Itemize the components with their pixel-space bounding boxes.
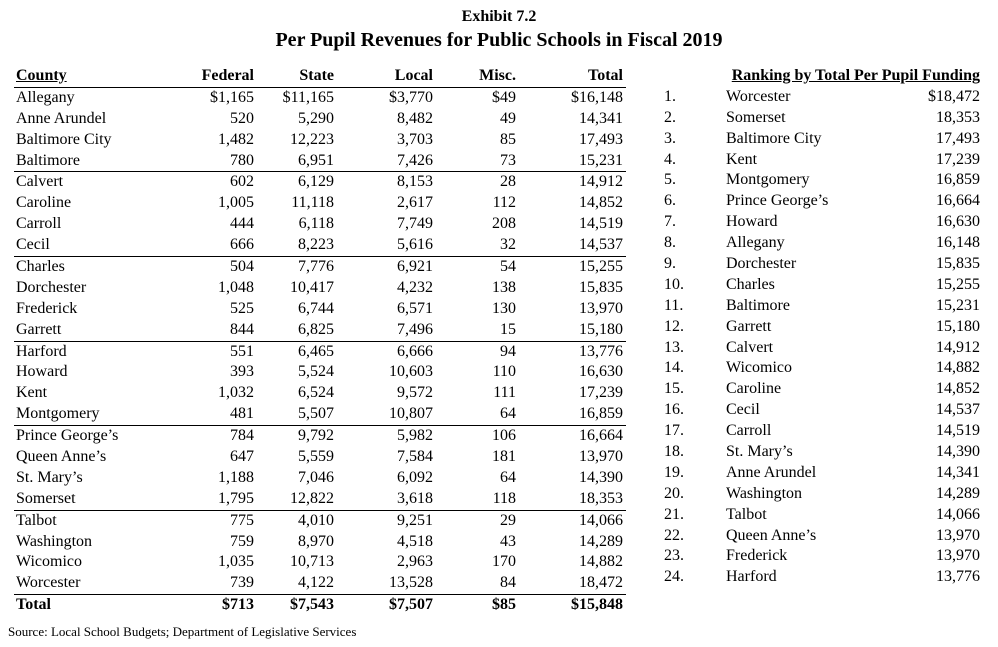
cell-federal: 504	[230, 258, 254, 276]
ranking-amount: 13,970	[936, 547, 980, 565]
cell-state: $11,165	[282, 88, 334, 106]
ranking-row	[662, 442, 982, 463]
cell-county: Prince George’s	[16, 427, 119, 445]
table-header-row	[14, 66, 626, 88]
ranking-county: Wicomico	[726, 359, 792, 377]
cell-federal: 1,482	[218, 130, 254, 148]
ranking-rank: 13.	[664, 338, 684, 356]
cell-state: 6,524	[298, 384, 334, 402]
cell-county: Worcester	[16, 574, 81, 592]
cell-federal: 844	[230, 320, 254, 338]
cell-misc: 43	[500, 532, 516, 550]
cell-state: 6,951	[298, 151, 334, 169]
table-row	[14, 278, 626, 299]
cell-federal: 1,032	[218, 384, 254, 402]
cell-local: 4,518	[397, 532, 433, 550]
table-body	[14, 88, 626, 595]
ranking-rank: 5.	[664, 171, 676, 189]
table-row	[14, 257, 626, 278]
source-note: Source: Local School Budgets; Department of Legislative Services	[8, 624, 357, 639]
ranking-amount: 17,239	[936, 150, 980, 168]
cell-misc: 111	[493, 384, 516, 402]
ranking-county: Calvert	[726, 338, 774, 356]
cell-total: 16,859	[579, 405, 623, 423]
ranking-row	[662, 150, 982, 171]
cell-state: 5,290	[298, 109, 334, 127]
cell-local: 13,528	[389, 574, 433, 592]
cell-local: 3,618	[397, 489, 433, 507]
cell-county: Dorchester	[16, 278, 87, 296]
ranking-rank: 12.	[664, 317, 684, 335]
cell-state: 11,118	[291, 194, 334, 212]
cell-local: 2,617	[397, 194, 433, 212]
ranking-amount: 16,148	[936, 234, 980, 252]
table-row	[14, 342, 626, 363]
ranking-county: Kent	[726, 150, 758, 168]
ranking-rank: 2.	[664, 108, 676, 126]
cell-local: 7,584	[397, 448, 433, 466]
ranking-amount: 13,970	[936, 526, 980, 544]
total-misc: $85	[492, 596, 516, 614]
ranking-rank: 15.	[664, 380, 684, 398]
cell-total: 18,353	[579, 489, 623, 507]
cell-federal: 1,048	[218, 278, 254, 296]
total-label: Total	[16, 596, 51, 614]
cell-state: 5,507	[298, 405, 334, 423]
cell-misc: 130	[492, 299, 516, 317]
cell-county: Allegany	[16, 88, 75, 106]
cell-county: St. Mary’s	[16, 468, 83, 486]
ranking-amount: 15,180	[936, 317, 980, 335]
cell-total: 14,912	[579, 173, 623, 191]
table-row	[14, 88, 626, 109]
ranking-row	[662, 108, 982, 129]
ranking-rank: 8.	[664, 234, 676, 252]
cell-local: 10,807	[389, 405, 433, 423]
cell-federal: 1,795	[218, 489, 254, 507]
cell-misc: 54	[500, 258, 516, 276]
cell-local: 10,603	[389, 363, 433, 381]
cell-county: Harford	[16, 342, 67, 360]
cell-total: $16,148	[571, 88, 623, 106]
total-state: $7,543	[290, 596, 334, 614]
cell-state: 7,046	[298, 468, 334, 486]
ranking-amount: 14,341	[936, 463, 980, 481]
table-row	[14, 151, 626, 173]
ranking-rank: 1.	[664, 87, 676, 105]
revenue-table	[14, 66, 626, 616]
cell-county: Somerset	[16, 489, 76, 507]
cell-state: 6,825	[298, 320, 334, 338]
ranking-county: Queen Anne’s	[726, 526, 817, 544]
cell-county: Queen Anne’s	[16, 448, 107, 466]
cell-total: 15,180	[579, 320, 623, 338]
table-row	[14, 130, 626, 151]
ranking-row	[662, 421, 982, 442]
cell-total: 14,390	[579, 468, 623, 486]
cell-state: 10,417	[290, 278, 334, 296]
ranking-rank: 9.	[664, 255, 676, 273]
cell-county: Baltimore	[16, 151, 80, 169]
cell-state: 6,129	[298, 173, 334, 191]
cell-total: 14,519	[579, 215, 623, 233]
table-row	[14, 447, 626, 468]
cell-county: Talbot	[16, 511, 57, 529]
cell-misc: 28	[500, 173, 516, 191]
cell-local: 5,616	[397, 236, 433, 254]
cell-local: 7,496	[397, 320, 433, 338]
table-row	[14, 320, 626, 342]
cell-federal: 525	[230, 299, 254, 317]
cell-total: 13,970	[579, 448, 623, 466]
cell-federal: 551	[230, 342, 254, 360]
cell-misc: $49	[492, 88, 516, 106]
ranking-rank: 17.	[664, 422, 684, 440]
ranking-county: Worcester	[726, 87, 791, 105]
cell-misc: 118	[492, 489, 516, 507]
ranking-row	[662, 170, 982, 191]
ranking-rank: 24.	[664, 568, 684, 586]
ranking-rank: 4.	[664, 150, 676, 168]
cell-misc: 85	[500, 130, 516, 148]
ranking-row	[662, 212, 982, 233]
cell-federal: 666	[230, 236, 254, 254]
ranking-amount: $18,472	[928, 87, 980, 105]
ranking-amount: 14,852	[936, 380, 980, 398]
cell-total: 13,970	[579, 299, 623, 317]
cell-misc: 64	[500, 405, 516, 423]
ranking-row	[662, 296, 982, 317]
ranking-rank: 18.	[664, 443, 684, 461]
cell-county: Cecil	[16, 236, 50, 254]
ranking-table	[662, 66, 982, 588]
total-total: $15,848	[571, 596, 623, 614]
cell-county: Caroline	[16, 194, 72, 212]
exhibit-label: Exhibit 7.2	[461, 8, 537, 25]
cell-local: 7,426	[397, 151, 433, 169]
cell-misc: 208	[492, 215, 516, 233]
cell-misc: 170	[492, 553, 516, 571]
cell-federal: 481	[230, 405, 254, 423]
cell-local: 9,572	[397, 384, 433, 402]
table-row	[14, 552, 626, 573]
cell-local: 7,749	[397, 215, 433, 233]
ranking-rank: 3.	[664, 129, 676, 147]
cell-total: 18,472	[579, 574, 623, 592]
table-row	[14, 214, 626, 235]
cell-misc: 49	[500, 109, 516, 127]
cell-state: 8,970	[298, 532, 334, 550]
cell-total: 14,852	[579, 194, 623, 212]
ranking-county: Carroll	[726, 422, 772, 440]
cell-county: Garrett	[16, 320, 62, 338]
ranking-row	[662, 484, 982, 505]
ranking-row	[662, 358, 982, 379]
ranking-row	[662, 338, 982, 359]
ranking-amount: 16,664	[936, 192, 980, 210]
cell-state: 5,559	[298, 448, 334, 466]
ranking-row	[662, 317, 982, 338]
ranking-row	[662, 191, 982, 212]
ranking-county: Washington	[726, 484, 803, 502]
cell-misc: 15	[500, 320, 516, 338]
cell-county: Montgomery	[16, 405, 100, 423]
ranking-county: Talbot	[726, 505, 767, 523]
cell-federal: 1,188	[218, 468, 254, 486]
cell-county: Anne Arundel	[16, 109, 107, 127]
ranking-row	[662, 505, 982, 526]
cell-federal: 739	[230, 574, 254, 592]
ranking-rank: 6.	[664, 192, 676, 210]
cell-misc: 32	[500, 236, 516, 254]
cell-state: 10,713	[290, 553, 334, 571]
ranking-county: Frederick	[726, 547, 788, 565]
ranking-amount: 14,912	[936, 338, 980, 356]
table-row	[14, 532, 626, 553]
ranking-amount: 14,537	[936, 401, 980, 419]
cell-state: 6,465	[298, 342, 334, 360]
ranking-county: Dorchester	[726, 255, 797, 273]
cell-federal: 775	[230, 511, 254, 529]
table-row	[14, 235, 626, 257]
ranking-rank: 22.	[664, 526, 684, 544]
cell-county: Charles	[16, 258, 65, 276]
ranking-rank: 16.	[664, 401, 684, 419]
ranking-rank: 23.	[664, 547, 684, 565]
cell-total: 15,255	[579, 258, 623, 276]
ranking-amount: 14,390	[936, 443, 980, 461]
cell-local: 8,153	[397, 173, 433, 191]
cell-federal: 444	[230, 215, 254, 233]
table-row	[14, 172, 626, 193]
cell-county: Frederick	[16, 299, 78, 317]
ranking-body	[662, 87, 982, 588]
cell-county: Kent	[16, 384, 48, 402]
cell-state: 12,223	[290, 130, 334, 148]
ranking-county: Somerset	[726, 108, 786, 126]
cell-total: 16,630	[579, 363, 623, 381]
cell-county: Carroll	[16, 215, 62, 233]
ranking-rank: 7.	[664, 213, 676, 231]
cell-federal: 520	[230, 109, 254, 127]
header-federal: Federal	[201, 67, 254, 84]
ranking-amount: 14,882	[936, 359, 980, 377]
cell-total: 14,537	[579, 236, 623, 254]
cell-total: 14,341	[579, 109, 623, 127]
ranking-rank: 11.	[664, 296, 684, 314]
header-county: County	[16, 67, 67, 84]
cell-local: 4,232	[397, 278, 433, 296]
cell-total: 15,231	[579, 151, 623, 169]
table-row	[14, 511, 626, 532]
ranking-amount: 18,353	[936, 108, 980, 126]
ranking-row	[662, 275, 982, 296]
cell-misc: 29	[500, 511, 516, 529]
ranking-county: Prince George’s	[726, 192, 829, 210]
cell-state: 5,524	[298, 363, 334, 381]
cell-local: $3,770	[389, 88, 433, 106]
ranking-rank: 20.	[664, 484, 684, 502]
cell-total: 17,239	[579, 384, 623, 402]
ranking-title: Ranking by Total Per Pupil Funding	[731, 67, 980, 84]
table-row	[14, 404, 626, 426]
ranking-amount: 14,066	[936, 505, 980, 523]
cell-state: 4,010	[298, 511, 334, 529]
cell-total: 16,664	[579, 427, 623, 445]
table-row	[14, 468, 626, 489]
cell-misc: 181	[492, 448, 516, 466]
cell-county: Wicomico	[16, 553, 82, 571]
ranking-county: Allegany	[726, 234, 785, 252]
cell-federal: 759	[230, 532, 254, 550]
cell-federal: 602	[230, 173, 254, 191]
cell-state: 6,744	[298, 299, 334, 317]
ranking-row	[662, 463, 982, 484]
header-misc: Misc.	[479, 67, 516, 84]
ranking-row	[662, 400, 982, 421]
cell-local: 2,963	[397, 553, 433, 571]
ranking-county: Charles	[726, 275, 775, 293]
ranking-amount: 13,776	[936, 568, 980, 586]
total-local: $7,507	[389, 596, 433, 614]
cell-local: 6,921	[397, 258, 433, 276]
page-title: Per Pupil Revenues for Public Schools in Fiscal 2019	[275, 29, 723, 51]
cell-state: 4,122	[298, 574, 334, 592]
ranking-amount: 15,255	[936, 275, 980, 293]
cell-federal: 780	[230, 151, 254, 169]
cell-state: 7,776	[298, 258, 334, 276]
table-row	[14, 489, 626, 511]
cell-county: Baltimore City	[16, 130, 112, 148]
cell-local: 5,982	[397, 427, 433, 445]
cell-county: Calvert	[16, 173, 64, 191]
cell-local: 3,703	[397, 130, 433, 148]
ranking-amount: 14,289	[936, 484, 980, 502]
table-row	[14, 362, 626, 383]
cell-state: 9,792	[298, 427, 334, 445]
ranking-row	[662, 254, 982, 275]
cell-local: 6,092	[397, 468, 433, 486]
total-federal: $713	[222, 596, 254, 614]
ranking-county: Harford	[726, 568, 777, 586]
ranking-county: Montgomery	[726, 171, 810, 189]
cell-misc: 84	[500, 574, 516, 592]
cell-total: 14,066	[579, 511, 623, 529]
cell-misc: 112	[492, 194, 516, 212]
ranking-county: Cecil	[726, 401, 760, 419]
header-state: State	[299, 67, 334, 84]
table-row	[14, 193, 626, 214]
ranking-county: Baltimore	[726, 296, 790, 314]
cell-misc: 64	[500, 468, 516, 486]
ranking-header-row	[662, 66, 982, 87]
header-local: Local	[394, 67, 433, 84]
ranking-row	[662, 526, 982, 547]
ranking-row	[662, 546, 982, 567]
table-row	[14, 426, 626, 447]
cell-total: 15,835	[579, 278, 623, 296]
cell-federal: 1,035	[218, 553, 254, 571]
cell-misc: 106	[492, 427, 516, 445]
cell-local: 6,666	[397, 342, 433, 360]
table-row	[14, 573, 626, 595]
ranking-amount: 17,493	[936, 129, 980, 147]
cell-federal: 1,005	[218, 194, 254, 212]
cell-local: 8,482	[397, 109, 433, 127]
header-total: Total	[588, 67, 623, 84]
ranking-row	[662, 233, 982, 254]
cell-total: 13,776	[579, 342, 623, 360]
table-row	[14, 383, 626, 404]
ranking-county: Caroline	[726, 380, 782, 398]
cell-federal: 393	[230, 363, 254, 381]
ranking-amount: 16,859	[936, 171, 980, 189]
ranking-rank: 10.	[664, 275, 684, 293]
ranking-county: Anne Arundel	[726, 463, 817, 481]
ranking-amount: 16,630	[936, 213, 980, 231]
cell-state: 8,223	[298, 236, 334, 254]
ranking-rank: 21.	[664, 505, 684, 523]
cell-misc: 94	[500, 342, 516, 360]
cell-federal: 784	[230, 427, 254, 445]
ranking-row	[662, 567, 982, 588]
ranking-amount: 15,835	[936, 255, 980, 273]
cell-state: 6,118	[298, 215, 334, 233]
ranking-row	[662, 129, 982, 150]
cell-county: Washington	[16, 532, 93, 550]
cell-county: Howard	[16, 363, 68, 381]
ranking-rank: 19.	[664, 463, 684, 481]
cell-misc: 138	[492, 278, 516, 296]
cell-total: 17,493	[579, 130, 623, 148]
ranking-county: Garrett	[726, 317, 772, 335]
ranking-county: Howard	[726, 213, 778, 231]
cell-local: 9,251	[397, 511, 433, 529]
cell-total: 14,289	[579, 532, 623, 550]
cell-federal: 647	[230, 448, 254, 466]
ranking-amount: 14,519	[936, 422, 980, 440]
cell-federal: $1,165	[210, 88, 254, 106]
table-row	[14, 299, 626, 320]
ranking-amount: 15,231	[936, 296, 980, 314]
cell-misc: 110	[492, 363, 516, 381]
ranking-county: St. Mary’s	[726, 443, 793, 461]
table-row	[14, 109, 626, 130]
ranking-rank: 14.	[664, 359, 684, 377]
cell-total: 14,882	[579, 553, 623, 571]
cell-local: 6,571	[397, 299, 433, 317]
cell-state: 12,822	[290, 489, 334, 507]
cell-misc: 73	[500, 151, 516, 169]
ranking-row	[662, 87, 982, 108]
table-total-row	[14, 595, 626, 616]
ranking-county: Baltimore City	[726, 129, 822, 147]
ranking-row	[662, 379, 982, 400]
